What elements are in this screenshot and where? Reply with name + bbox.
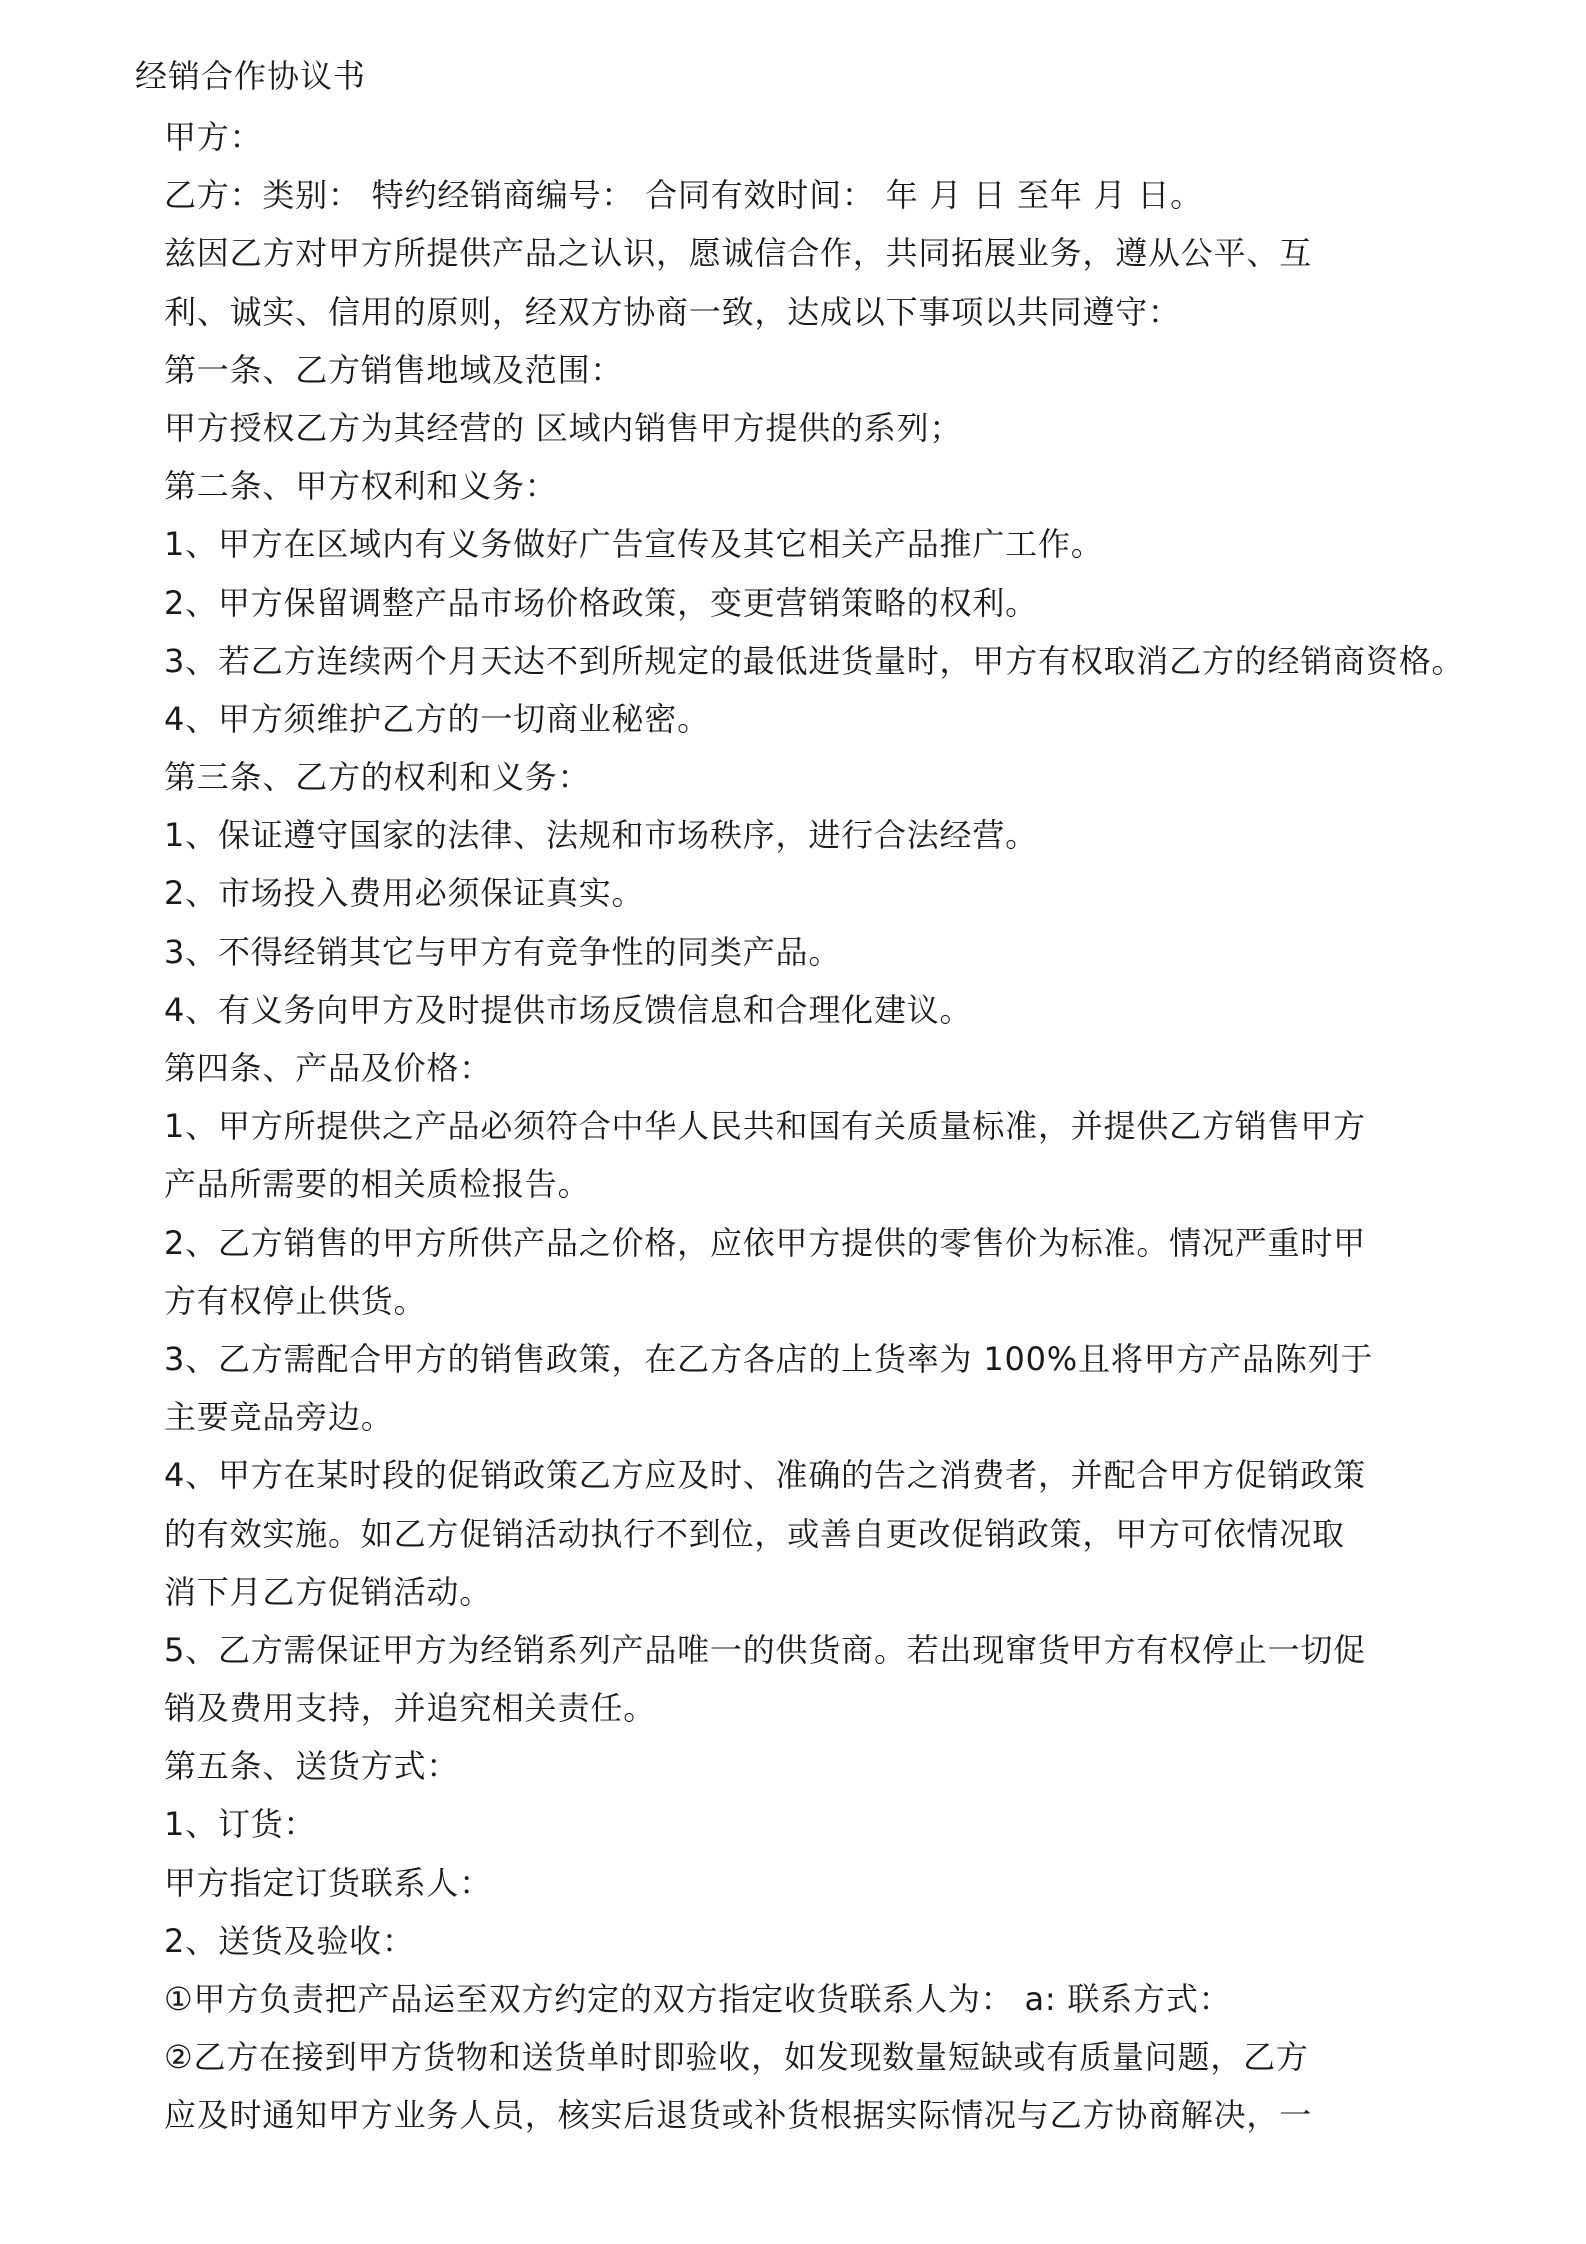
clause-line: 的有效实施。如乙方促销活动执行不到位，或善自更改促销政策，甲方可依情况取	[164, 1514, 1345, 1553]
clause-line: ①甲方负责把产品运至双方约定的双方指定收货联系人为： a: 联系方式：	[164, 1980, 1232, 2018]
clause-line: 销及费用支持，并追究相关责任。	[164, 1689, 657, 1728]
clause-line: 2、甲方保留调整产品市场价格政策，变更营销策略的权利。	[164, 583, 1038, 622]
clause-line: 产品所需要的相关质检报告。	[164, 1165, 591, 1204]
clause-line: 主要竞品旁边。	[164, 1398, 394, 1437]
clause-line: ②乙方在接到甲方货物和送货单时即验收，如发现数量短缺或有质量问题，乙方	[164, 2038, 1309, 2077]
clause-line: 1、甲方在区域内有义务做好广告宣传及其它相关产品推广工作。	[164, 525, 1104, 564]
clause-line: 5、乙方需保证甲方为经销系列产品唯一的供货商。若出现窜货甲方有权停止一切促	[164, 1630, 1366, 1669]
clause-line: 消下月乙方促销活动。	[164, 1572, 493, 1611]
clause-line: 甲方指定订货联系人：	[164, 1863, 493, 1902]
clause-line: 3、乙方需配合甲方的销售政策，在乙方各店的上货率为 100%且将甲方产品陈列于	[164, 1339, 1374, 1378]
article-heading: 第四条、产品及价格：	[164, 1049, 493, 1087]
preamble-line: 利、诚实、信用的原则，经双方协商一致，达成以下事项以共同遵守：	[164, 292, 1181, 331]
article-heading: 第五条、送货方式：	[164, 1747, 460, 1786]
clause-line: 1、保证遵守国家的法律、法规和市场秩序，进行合法经营。	[164, 816, 1038, 855]
article-heading: 第一条、乙方销售地域及范围：	[164, 350, 624, 389]
article-heading: 第二条、甲方权利和义务：	[164, 467, 558, 506]
document-body	[164, 108, 1524, 2145]
clause-line: 1、订货：	[164, 1805, 317, 1844]
document-title: 经销合作协议书	[135, 57, 367, 95]
clause-line: 2、市场投入费用必须保证真实。	[164, 874, 645, 913]
clause-line: 4、有义务向甲方及时提供市场反馈信息和合理化建议。	[164, 990, 973, 1029]
clause-line: 1、甲方所提供之产品必须符合中华人民共和国有关质量标准，并提供乙方销售甲方	[164, 1107, 1366, 1146]
clause-line: 应及时通知甲方业务人员，核实后退货或补货根据实际情况与乙方协商解决，一	[164, 2096, 1313, 2135]
clause-line: 2、乙方销售的甲方所供产品之价格，应依甲方提供的零售价为标准。情况严重时甲	[164, 1223, 1366, 1262]
paragraph-line: 甲方授权乙方为其经营的 区域内销售甲方提供的系列；	[164, 408, 963, 447]
clause-line: 4、甲方须维护乙方的一切商业秘密。	[164, 699, 710, 738]
clause-line: 方有权停止供货。	[164, 1281, 427, 1320]
article-heading: 第三条、乙方的权利和义务：	[164, 758, 591, 797]
clause-line: 2、送货及验收：	[164, 1921, 415, 1960]
preamble-line: 兹因乙方对甲方所提供产品之认识，愿诚信合作，共同拓展业务，遵从公平、互	[164, 234, 1313, 273]
clause-line: 3、若乙方连续两个月天达不到所规定的最低进货量时，甲方有权取消乙方的经销商资格。	[164, 641, 1465, 680]
clause-line: 4、甲方在某时段的促销政策乙方应及时、准确的告之消费者，并配合甲方促销政策	[164, 1456, 1366, 1495]
clause-line: 3、不得经销其它与甲方有竞争性的同类产品。	[164, 932, 842, 971]
party-b-line: 乙方：类别： 特约经销商编号： 合同有效时间： 年 月 日 至年 月 日。	[164, 176, 1203, 215]
party-a-line: 甲方：	[164, 118, 263, 156]
